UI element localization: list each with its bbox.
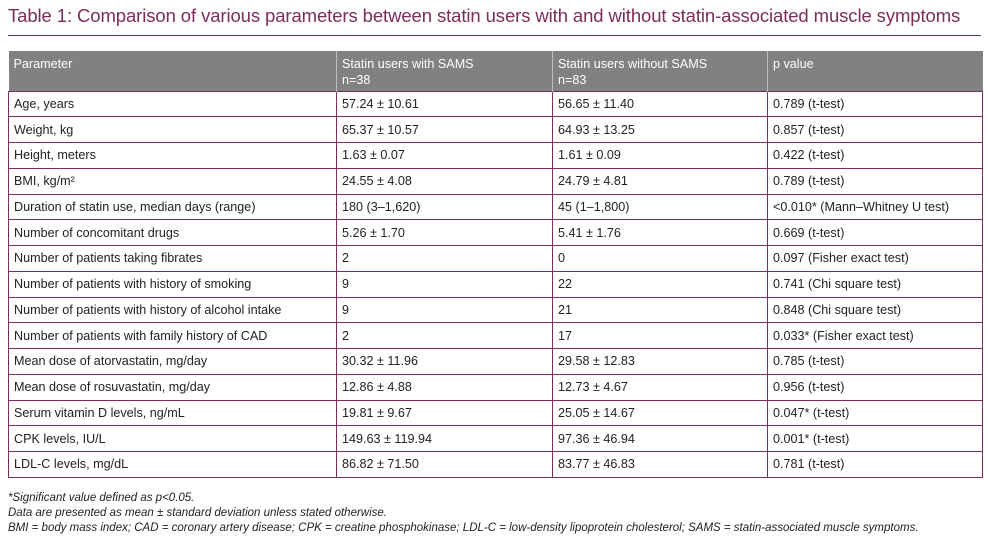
table-row	[9, 374, 983, 400]
table-row	[9, 426, 983, 452]
cell-p-value: 0.001* (t-test)	[768, 426, 983, 452]
cell-without-sams: 17	[553, 323, 768, 349]
header-parameter	[9, 51, 337, 91]
cell-p-value: 0.789 (t-test)	[768, 91, 983, 117]
cell-p-value: 0.789 (t-test)	[768, 168, 983, 194]
cell-with-sams: 86.82 ± 71.50	[337, 452, 553, 478]
header-row	[9, 51, 983, 91]
header-with-sams	[337, 51, 553, 91]
cell-p-value: 0.956 (t-test)	[768, 374, 983, 400]
cell-parameter: Serum vitamin D levels, ng/mL	[9, 400, 337, 426]
table-footnotes	[8, 491, 919, 536]
cell-parameter: Number of patients with history of alcohol intake	[9, 297, 337, 323]
cell-with-sams: 57.24 ± 10.61	[337, 91, 553, 117]
cell-parameter: Number of patients with family history of CAD	[9, 323, 337, 349]
cell-parameter: Duration of statin use, median days (range)	[9, 194, 337, 220]
cell-with-sams: 24.55 ± 4.08	[337, 168, 553, 194]
cell-p-value: 0.781 (t-test)	[768, 452, 983, 478]
cell-without-sams: 45 (1–1,800)	[553, 194, 768, 220]
table-row	[9, 400, 983, 426]
header-p-value	[768, 51, 983, 91]
cell-p-value: 0.097 (Fisher exact test)	[768, 246, 983, 272]
cell-without-sams: 0	[553, 246, 768, 272]
cell-p-value: 0.857 (t-test)	[768, 117, 983, 143]
header-without-sams-n: n=83	[558, 73, 587, 87]
cell-with-sams: 1.63 ± 0.07	[337, 143, 553, 169]
footnote-abbreviations: BMI = body mass index; CAD = coronary artery disease; CPK = creatine phosphokinase; LDL-C = low-density lipoprotein cholesterol; SAMS = statin-associated muscle symptoms.	[8, 522, 919, 534]
table-row	[9, 194, 983, 220]
cell-parameter: BMI, kg/m²	[9, 168, 337, 194]
cell-with-sams: 19.81 ± 9.67	[337, 400, 553, 426]
cell-without-sams: 12.73 ± 4.67	[553, 374, 768, 400]
cell-with-sams: 30.32 ± 11.96	[337, 349, 553, 375]
cell-parameter: Number of patients taking fibrates	[9, 246, 337, 272]
cell-without-sams: 97.36 ± 46.94	[553, 426, 768, 452]
table-title: Table 1: Comparison of various parameters between statin users with and without statin-associated muscle symptoms	[8, 5, 961, 26]
cell-without-sams: 56.65 ± 11.40	[553, 91, 768, 117]
table-row	[9, 168, 983, 194]
cell-p-value: 0.669 (t-test)	[768, 220, 983, 246]
header-with-sams-label: Statin users with SAMS	[342, 57, 474, 71]
cell-p-value: 0.047* (t-test)	[768, 400, 983, 426]
cell-with-sams: 9	[337, 297, 553, 323]
cell-without-sams: 24.79 ± 4.81	[553, 168, 768, 194]
cell-without-sams: 64.93 ± 13.25	[553, 117, 768, 143]
cell-parameter: Number of concomitant drugs	[9, 220, 337, 246]
table-row	[9, 117, 983, 143]
cell-with-sams: 9	[337, 271, 553, 297]
cell-parameter: LDL-C levels, mg/dL	[9, 452, 337, 478]
cell-with-sams: 5.26 ± 1.70	[337, 220, 553, 246]
footnote-significance: *Significant value defined as p<0.05.	[8, 492, 195, 504]
cell-parameter: Weight, kg	[9, 117, 337, 143]
table-row	[9, 323, 983, 349]
cell-p-value: <0.010* (Mann–Whitney U test)	[768, 194, 983, 220]
header-without-sams-label: Statin users without SAMS	[558, 57, 708, 71]
cell-without-sams: 21	[553, 297, 768, 323]
header-parameter-label: Parameter	[13, 57, 73, 71]
cell-parameter: Height, meters	[9, 143, 337, 169]
cell-without-sams: 5.41 ± 1.76	[553, 220, 768, 246]
header-without-sams	[553, 51, 768, 91]
cell-p-value: 0.422 (t-test)	[768, 143, 983, 169]
cell-without-sams: 22	[553, 271, 768, 297]
cell-parameter: Age, years	[9, 91, 337, 117]
table-row	[9, 143, 983, 169]
cell-with-sams: 2	[337, 323, 553, 349]
title-divider	[8, 35, 981, 36]
table-row	[9, 220, 983, 246]
cell-without-sams: 1.61 ± 0.09	[553, 143, 768, 169]
header-p-value-label: p value	[773, 57, 814, 71]
footnote-data-format: Data are presented as mean ± standard deviation unless stated otherwise.	[8, 507, 388, 519]
table-row	[9, 297, 983, 323]
table-row	[9, 452, 983, 478]
cell-parameter: Mean dose of atorvastatin, mg/day	[9, 349, 337, 375]
cell-p-value: 0.033* (Fisher exact test)	[768, 323, 983, 349]
cell-without-sams: 83.77 ± 46.83	[553, 452, 768, 478]
cell-with-sams: 149.63 ± 119.94	[337, 426, 553, 452]
cell-parameter: CPK levels, IU/L	[9, 426, 337, 452]
cell-parameter: Number of patients with history of smoking	[9, 271, 337, 297]
table-row	[9, 271, 983, 297]
header-with-sams-n: n=38	[342, 73, 371, 87]
cell-p-value: 0.785 (t-test)	[768, 349, 983, 375]
table-row	[9, 91, 983, 117]
table-row	[9, 246, 983, 272]
cell-with-sams: 2	[337, 246, 553, 272]
comparison-table	[8, 51, 983, 478]
table-body	[9, 91, 983, 477]
cell-p-value: 0.848 (Chi square test)	[768, 297, 983, 323]
cell-parameter: Mean dose of rosuvastatin, mg/day	[9, 374, 337, 400]
cell-with-sams: 65.37 ± 10.57	[337, 117, 553, 143]
table-row	[9, 349, 983, 375]
cell-with-sams: 180 (3–1,620)	[337, 194, 553, 220]
cell-p-value: 0.741 (Chi square test)	[768, 271, 983, 297]
cell-without-sams: 29.58 ± 12.83	[553, 349, 768, 375]
cell-without-sams: 25.05 ± 14.67	[553, 400, 768, 426]
cell-with-sams: 12.86 ± 4.88	[337, 374, 553, 400]
